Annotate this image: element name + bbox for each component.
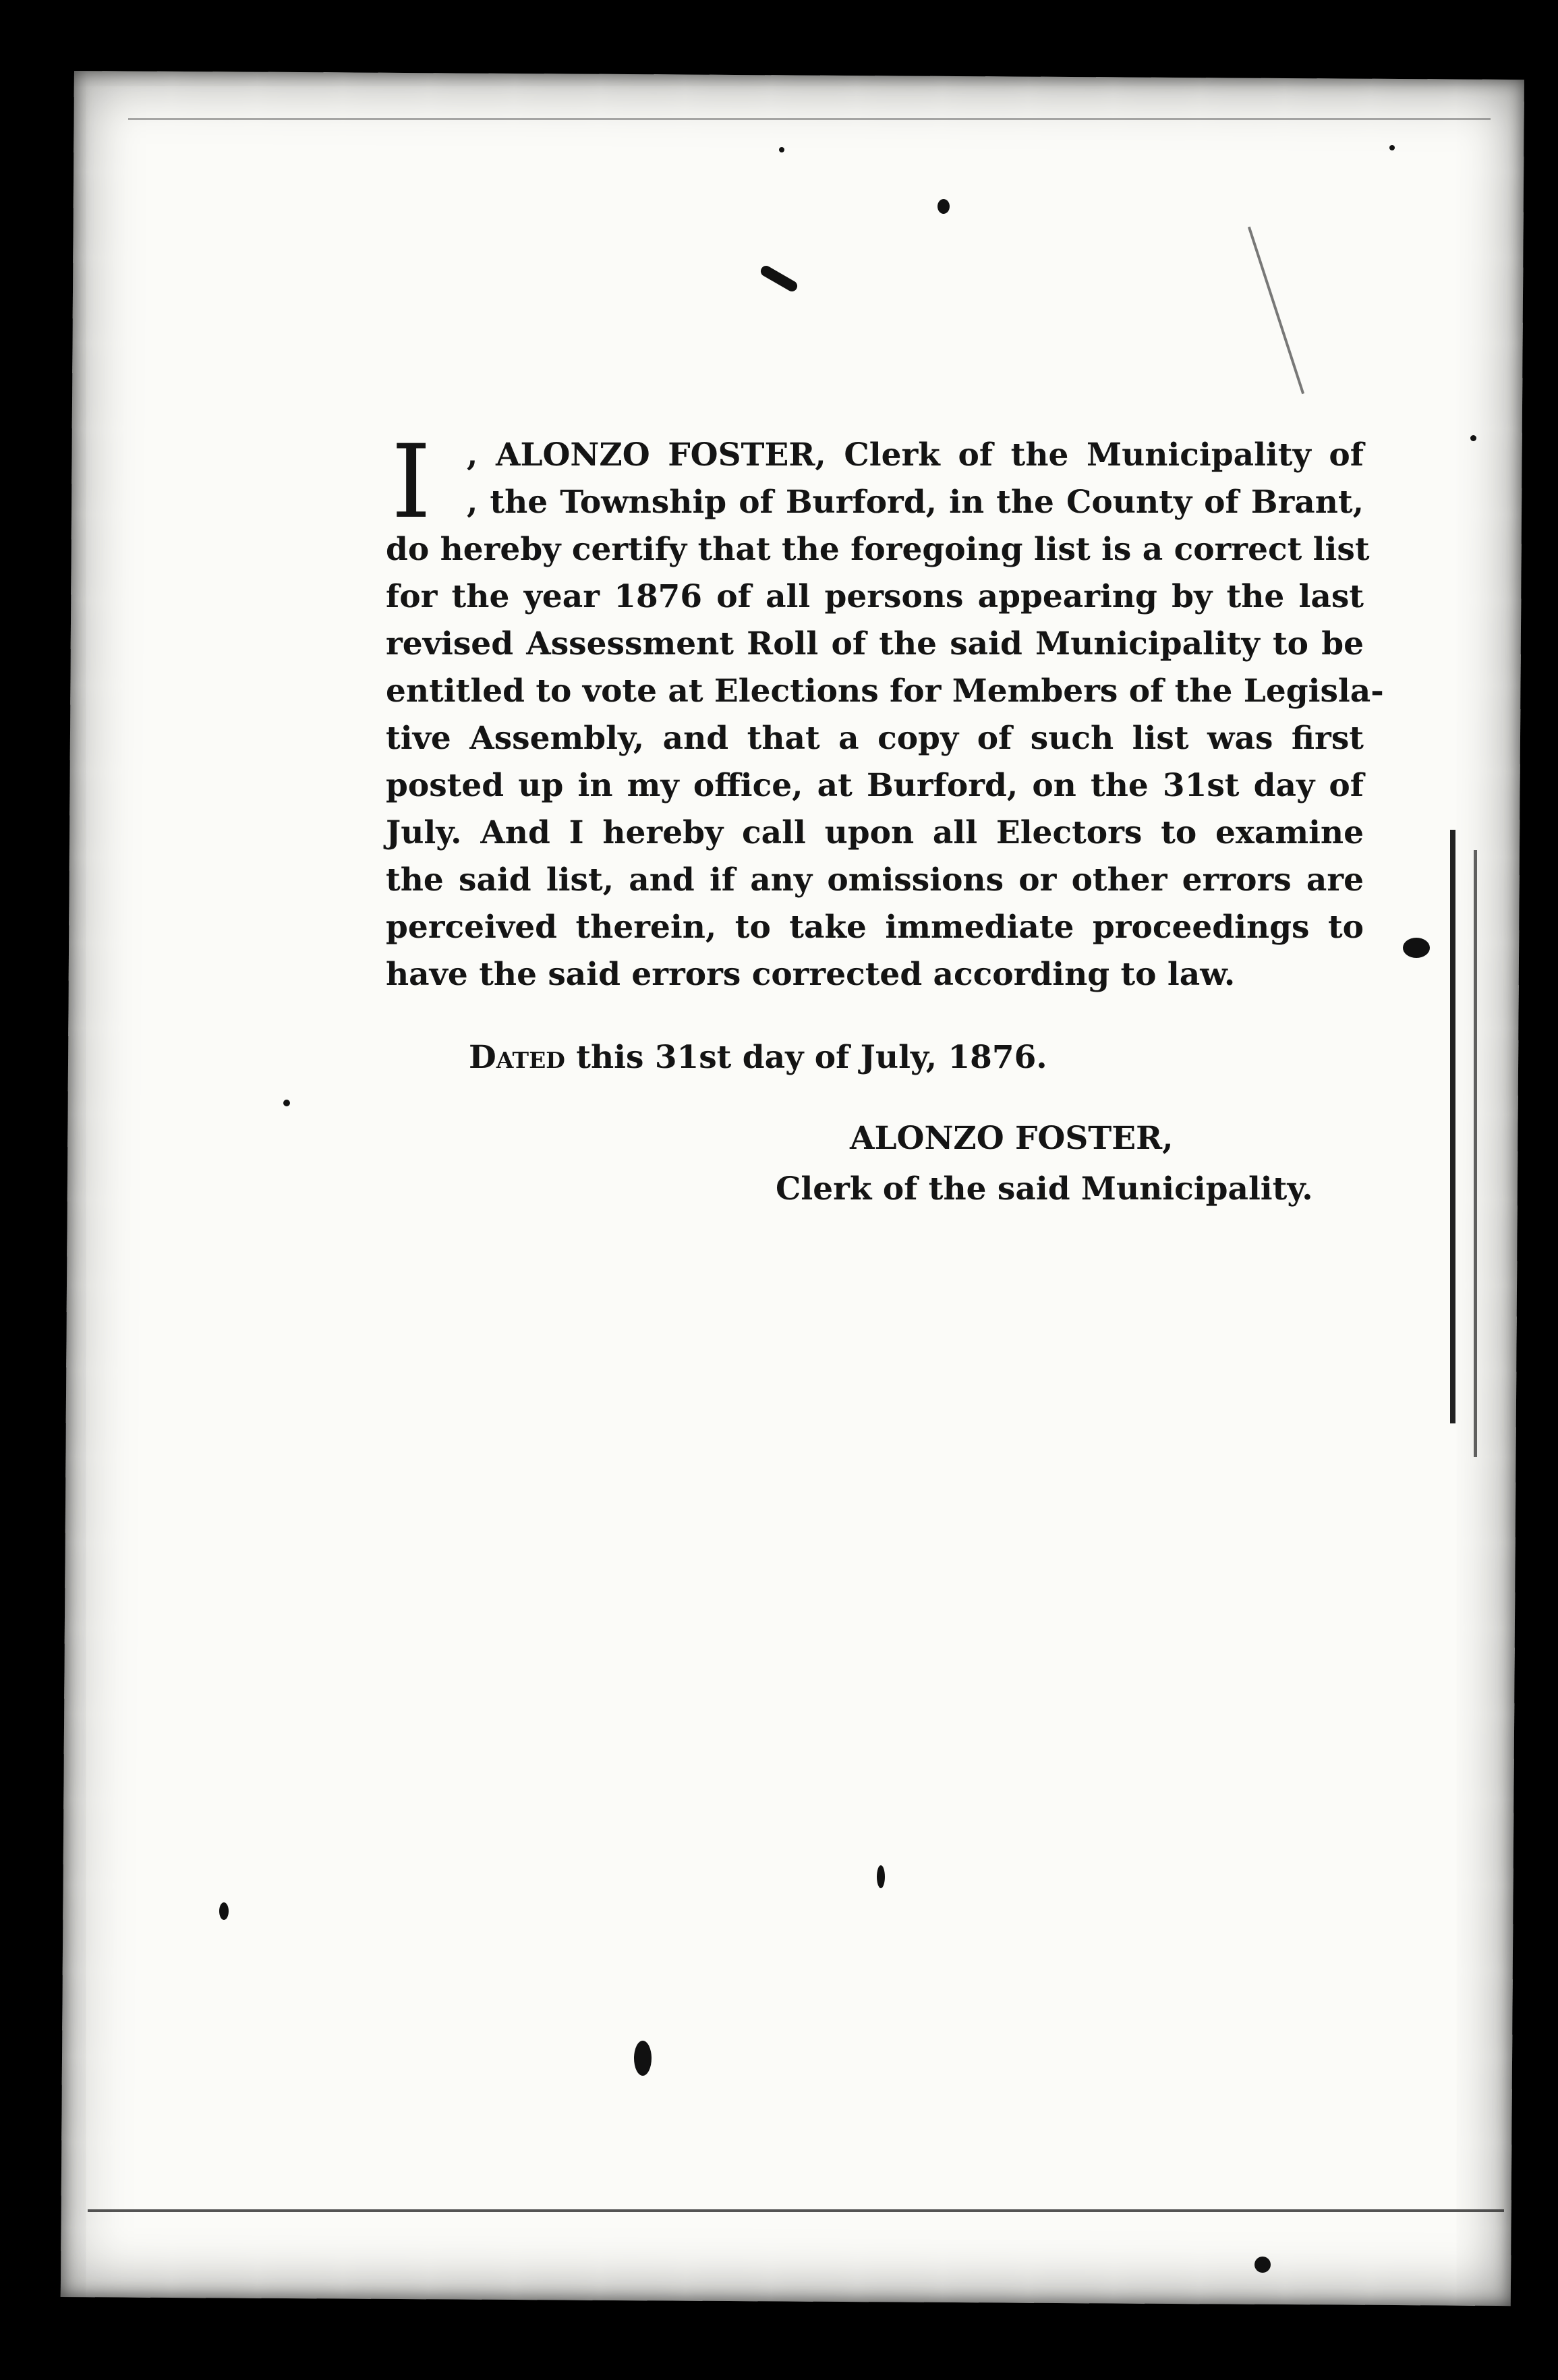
paper-fold-line-top — [128, 118, 1491, 120]
paragraph-line: perceived therein, to take immediate proceedings to — [386, 909, 1364, 946]
paragraph-line: posted up in my office, at Burford, on the 31st day of — [386, 767, 1364, 804]
paragraph-line: have the said errors corrected according to law. — [386, 956, 1236, 993]
ink-blot — [634, 2041, 652, 2076]
ink-blot — [1389, 145, 1395, 150]
paragraph-line: July. And I hereby call upon all Electors to examine — [386, 814, 1364, 851]
dated-line — [469, 1039, 1047, 1076]
ink-blot — [779, 147, 784, 152]
ink-blot — [1470, 435, 1476, 441]
paragraph-line: entitled to vote at Elections for Members of the Legisla- — [386, 673, 1384, 710]
ink-blot — [1403, 938, 1430, 958]
ink-blot — [1254, 2257, 1271, 2273]
paragraph-line: for the year 1876 of all persons appearing by the last — [386, 578, 1364, 615]
drop-cap-letter: I — [391, 424, 432, 541]
margin-streak — [1474, 850, 1477, 1457]
margin-streak — [1450, 830, 1455, 1423]
paragraph-line: do hereby certify that the foregoing list is a correct list — [386, 531, 1370, 568]
paragraph-line: , ALONZO FOSTER, Clerk of the Municipality of — [467, 436, 1364, 474]
paragraph-line: , the Township of Burford, in the County of Brant, — [467, 484, 1364, 521]
paragraph-line: tive Assembly, and that a copy of such list was first — [386, 720, 1364, 757]
ink-blot — [219, 1902, 229, 1920]
paragraph-line: the said list, and if any omissions or other errors are — [386, 861, 1364, 899]
dated-rest: this 31st day of July, 1876. — [565, 1039, 1047, 1076]
dated-lead: Dated — [469, 1039, 565, 1076]
ink-blot — [937, 199, 950, 214]
paper-fold-line-bottom — [88, 2209, 1504, 2212]
certification-paragraph — [386, 424, 1384, 998]
ink-blot — [283, 1100, 290, 1106]
signature-name: ALONZO FOSTER, — [850, 1120, 1174, 1157]
signature-title: Clerk of the said Municipality. — [776, 1170, 1313, 1208]
ink-blot — [877, 1865, 885, 1888]
paragraph-line: revised Assessment Roll of the said Municipality to be — [386, 625, 1364, 662]
